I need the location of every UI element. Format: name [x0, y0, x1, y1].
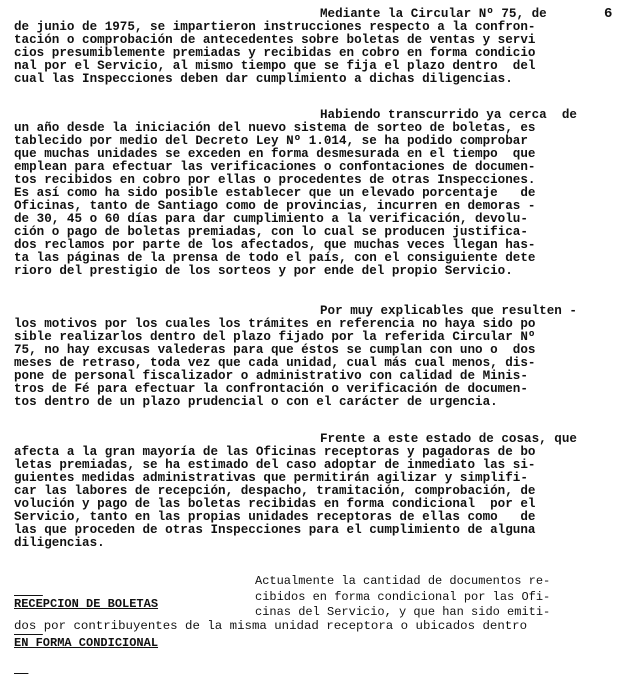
paragraph-3-line-4: 75, no hay excusas valederas para que éstos se cumplan con uno o dos	[14, 343, 536, 357]
paragraph-2-line-12: ta las páginas de la prensa de todo el país, con el consiguiente dete	[14, 251, 536, 265]
section-text-line-1: Actualmente la cantidad de documentos re-	[255, 574, 551, 588]
paragraph-4-line-1: Frente a este estado de cosas, que	[320, 432, 577, 446]
paragraph-1-line-2: de junio de 1975, se impartieron instrucciones respecto a la confron-	[14, 20, 536, 34]
paragraph-2-line-11: dos reclamos por parte de los afectados, que muchas veces llegan has-	[14, 238, 536, 252]
paragraph-4-line-3: letas premiadas, se ha estimado del caso adoptar de inmediato las si-	[14, 458, 536, 472]
paragraph-4-line-7: Servicio, tanto en las propias unidades receptoras de ellas como de	[14, 510, 536, 524]
paragraph-4-line-4: guientes medidas administrativas que permitirán agilizar y simplifi-	[14, 471, 528, 485]
paragraph-2-line-5: emplean para efectuar las verificaciones o confontaciones de documen-	[14, 160, 536, 174]
paragraph-2-line-9: de 30, 45 o 60 días para dar cumplimiento a la verificación, devolu-	[14, 212, 528, 226]
paragraph-4-line-6: volución y pago de las boletas recibidas en forma condicional por el	[14, 497, 536, 511]
paragraph-2-line-10: ción o pago de boletas premiadas, con lo cual se producen justifica-	[14, 225, 528, 239]
paragraph-3-line-8: tos dentro de un plazo prudencial o con el carácter de urgencia.	[14, 395, 498, 409]
section-text-line-3: cinas del Servicio, y que han sido emiti-	[255, 605, 551, 619]
paragraph-2-line-3: tablecido por medio del Decreto Ley Nº 1.014, se ha podido comprobar	[14, 134, 528, 148]
paragraph-2-line-6: tos recibidos en cobro por ellas o procedentes de otras Inspecciones.	[14, 173, 536, 187]
paragraph-4-line-8: las que proceden de otras Inspecciones para el cumplimiento de alguna	[14, 523, 536, 537]
paragraph-2-line-4: que muchas unidades se exceden en forma desmesurada en el tiempo que	[14, 147, 536, 161]
paragraph-1-line-1: Mediante la Circular Nº 75, de	[320, 7, 547, 21]
paragraph-4-line-5: car las labores de recepción, despacho, tramitación, comprobación, de	[14, 484, 536, 498]
page-number: 6	[604, 6, 613, 22]
paragraph-2-line-8: Oficinas, tanto de Santiago como de provincias, incurren en demoras -	[14, 199, 536, 213]
paragraph-1-line-4: cios presumiblemente premiadas y recibidas en cobro en forma condicio	[14, 46, 536, 60]
paragraph-3-line-7: tros de Fé para efectuar la confrontación o verificación de documen-	[14, 382, 528, 396]
paragraph-3-line-1: Por muy explicables que resulten -	[320, 304, 577, 318]
paragraph-3-line-2: los motivos por los cuales los trámites en referencia no haya sido po	[14, 317, 536, 331]
section-heading-line-1: RECEPCION DE BOLETAS	[14, 597, 159, 611]
paragraph-1-line-3: tación o comprobación de antecedentes sobre boletas de ventas y servi	[14, 33, 536, 47]
section-heading-line-2: EN FORMA CONDICIONAL	[14, 636, 159, 650]
paragraph-2-line-1: Habiendo transcurrido ya cerca de	[320, 108, 577, 122]
paragraph-3-line-5: meses de retraso, toda vez que cada unidad, cual más cual menos, dis-	[14, 356, 536, 370]
paragraph-2-line-13: rioro del prestigio de los sorteos y por ende del propio Servicio.	[14, 264, 513, 278]
paragraph-2-line-2: un año desde la iniciación del nuevo sistema de sorteo de boletas, es	[14, 121, 536, 135]
paragraph-1-line-6: cual las Inspecciones deben dar cumplimiento a dichas diligencias.	[14, 72, 513, 86]
paragraph-2-line-7: Es así como ha sido posible establecer que un elevado porcentaje de	[14, 186, 536, 200]
paragraph-3-line-6: pone de personal fiscalizador o administrativo con calidad de Minis-	[14, 369, 528, 383]
paragraph-1-line-5: nal por el Servicio, al mismo tiempo que se fija el plazo dentro del	[14, 59, 536, 73]
last-line: dos por contribuyentes de la misma unidad receptora o ubicados dentro	[14, 619, 528, 633]
section-text-line-2: cibidos en forma condicional por las Ofi-	[255, 590, 551, 604]
paragraph-4-line-2: afecta a la gran mayoría de las Oficinas receptoras y pagadoras de bo	[14, 445, 536, 459]
paragraph-3-line-3: sible realizarlos dentro del plazo fijado por la referida Circular Nº	[14, 330, 536, 344]
paragraph-4-line-9: diligencias.	[14, 536, 105, 550]
